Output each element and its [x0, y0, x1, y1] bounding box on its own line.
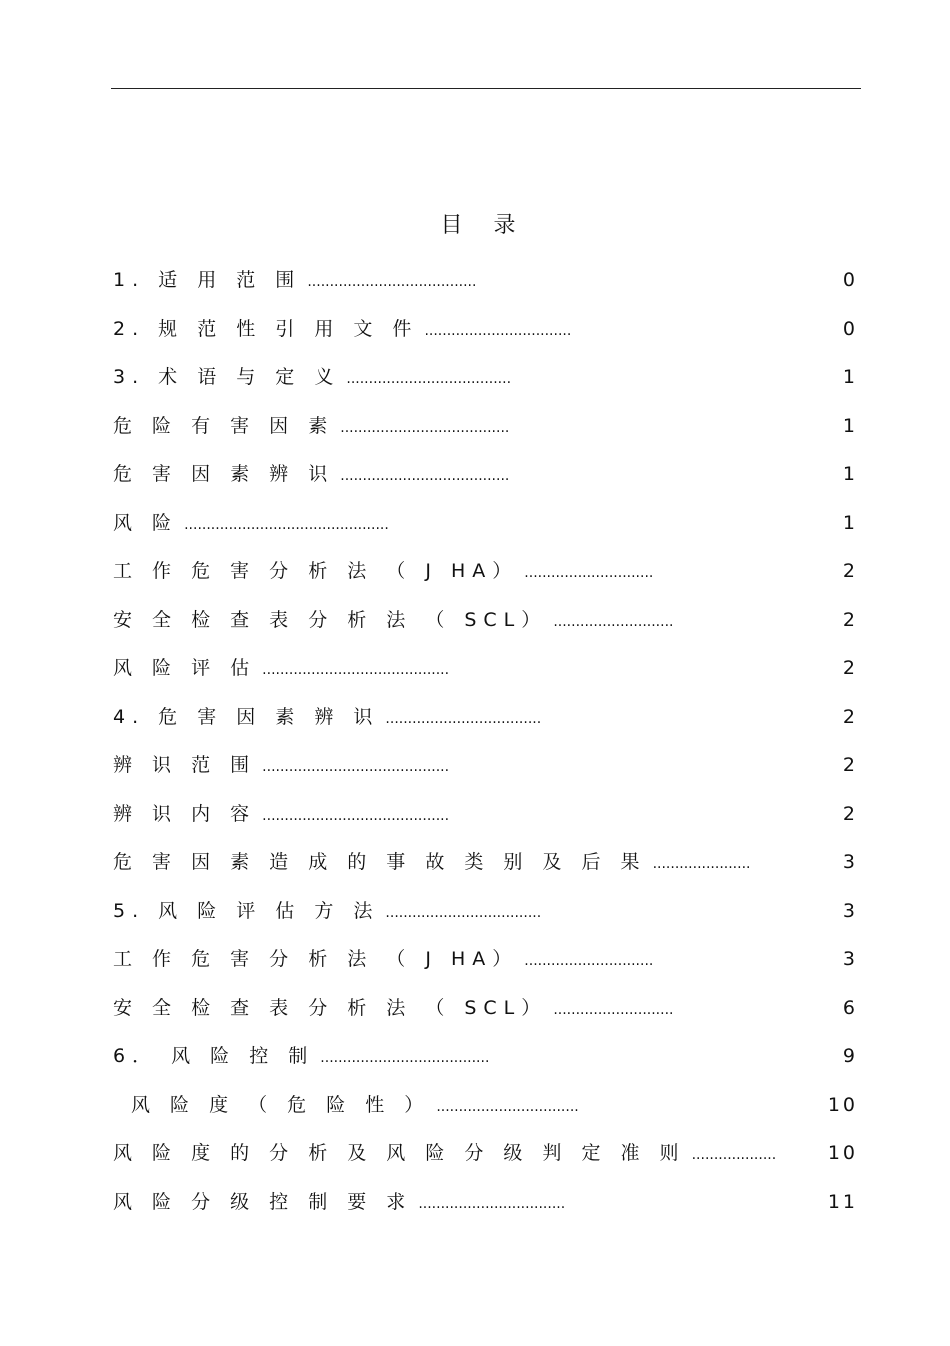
toc-entry[interactable]	[113, 796, 858, 845]
header-rule	[111, 88, 861, 89]
toc-entry-text: 辨 识 范 围	[113, 754, 257, 776]
toc-entry-page: 3	[842, 851, 858, 873]
toc-entry-text: 危 害 因 素 造 成 的 事 故 类 别 及 后 果	[113, 851, 647, 873]
toc-entry-heading	[113, 1142, 776, 1164]
toc-entry-leader: ......................................	[340, 468, 510, 484]
toc-entry[interactable]	[113, 941, 858, 990]
toc-entry-page: 1	[842, 366, 858, 388]
toc-entry-heading	[113, 948, 653, 970]
toc-list	[113, 262, 858, 1232]
toc-entry-leader: .................................	[418, 1195, 566, 1212]
toc-entry[interactable]	[113, 408, 858, 457]
toc-entry-page: 2	[842, 754, 858, 776]
toc-entry-leader: ......................	[652, 856, 751, 872]
toc-entry-page: 2	[842, 608, 858, 631]
toc-entry-leader: .............................	[524, 953, 654, 969]
toc-entry-page: 6	[842, 996, 858, 1019]
toc-entry-leader: ..............................................	[184, 516, 389, 533]
toc-entry-heading	[113, 463, 509, 485]
toc-entry-page: 0	[842, 317, 858, 340]
toc-entry-text: 风 险 评 估	[113, 657, 257, 679]
toc-entry[interactable]	[113, 1184, 858, 1233]
toc-entry-heading	[113, 560, 653, 582]
toc-entry-text: 危 害 因 素 辨 识	[113, 463, 335, 485]
toc-entry-text: 工 作 危 害 分 析 法 （ J HA）	[113, 948, 519, 970]
toc-entry-leader: .................................	[424, 322, 572, 339]
toc-entry-text: 6． 风 险 控 制	[113, 1045, 315, 1067]
toc-entry-page: 2	[842, 802, 858, 825]
toc-entry-text: 5. 风 险 评 估 方 法	[113, 899, 380, 922]
toc-entry[interactable]	[113, 311, 858, 360]
toc-entry-leader: ...................	[691, 1147, 777, 1163]
toc-entry-page: 1	[842, 463, 858, 485]
toc-entry-page: 1	[842, 414, 858, 437]
toc-entry-heading	[113, 851, 750, 873]
toc-entry-heading	[113, 1191, 565, 1213]
toc-entry-text: 2. 规 范 性 引 用 文 件	[113, 317, 419, 340]
toc-entry-leader: ......................................	[307, 274, 477, 290]
toc-entry-text: 工 作 危 害 分 析 法 （ J HA）	[113, 560, 519, 582]
toc-entry-heading	[113, 657, 449, 679]
toc-entry-leader: ..........................................	[262, 662, 450, 678]
toc-entry-page: 2	[842, 705, 858, 728]
toc-entry-page: 2	[842, 560, 858, 582]
toc-entry-heading	[113, 269, 476, 291]
toc-entry-page: 1	[842, 511, 858, 534]
toc-entry-page: 11	[827, 1190, 858, 1213]
toc-entry-heading	[113, 609, 673, 631]
toc-entry-leader: ...........................	[553, 613, 674, 630]
toc-entry-page: 2	[842, 657, 858, 679]
toc-entry-text: 4. 危 害 因 素 辨 识	[113, 705, 380, 728]
toc-entry[interactable]	[113, 553, 858, 602]
toc-entry[interactable]	[113, 1135, 858, 1184]
toc-entry-page: 3	[842, 948, 858, 970]
toc-entry[interactable]	[113, 456, 858, 505]
toc-entry[interactable]	[113, 262, 858, 311]
toc-entry-leader: ..........................................	[262, 807, 450, 824]
toc-entry[interactable]	[113, 1087, 858, 1136]
toc-entry-text: 安 全 检 查 表 分 析 法 （ SCL）	[113, 608, 548, 631]
toc-entry[interactable]	[113, 505, 858, 554]
toc-entry-heading	[113, 366, 511, 388]
toc-entry-leader: ...................................	[385, 904, 542, 921]
toc-entry-text: 风 险 度 （ 危 险 性 ）	[131, 1093, 431, 1116]
toc-entry-text: 辨 识 内 容	[113, 802, 257, 825]
toc-entry-heading	[113, 754, 449, 776]
toc-title: 目 录	[440, 213, 528, 238]
toc-entry-leader: ...................................	[385, 710, 542, 727]
toc-entry-page: 10	[827, 1142, 858, 1164]
toc-entry-heading	[113, 415, 509, 437]
toc-entry-leader: ................................	[436, 1098, 579, 1115]
toc-entry[interactable]	[113, 893, 858, 942]
toc-entry[interactable]	[113, 359, 858, 408]
toc-entry-text: 1. 适 用 范 围	[113, 269, 302, 291]
toc-entry-text: 安 全 检 查 表 分 析 法 （ SCL）	[113, 996, 548, 1019]
toc-entry[interactable]	[113, 650, 858, 699]
toc-entry-heading	[113, 997, 673, 1019]
toc-entry-text: 风 险 分 级 控 制 要 求	[113, 1190, 413, 1213]
toc-entry[interactable]	[113, 747, 858, 796]
toc-entry-heading	[113, 318, 571, 340]
toc-entry-text: 危 险 有 害 因 素	[113, 414, 335, 437]
toc-entry[interactable]	[113, 699, 858, 748]
toc-entry-leader: ......................................	[340, 419, 510, 436]
toc-entry-leader: ..........................................	[262, 759, 450, 775]
toc-entry-heading	[113, 900, 541, 922]
toc-entry-heading	[113, 1094, 579, 1116]
toc-entry-leader: ...........................	[553, 1001, 674, 1018]
toc-entry-page: 0	[842, 269, 858, 291]
toc-entry-page: 3	[842, 899, 858, 922]
toc-entry-page: 10	[827, 1093, 858, 1116]
toc-entry-heading	[113, 706, 541, 728]
toc-entry-text: 3. 术 语 与 定 义	[113, 366, 341, 388]
toc-entry-text: 风 险 度 的 分 析 及 风 险 分 级 判 定 准 则	[113, 1142, 686, 1164]
toc-entry[interactable]	[113, 990, 858, 1039]
toc-entry-page: 9	[842, 1045, 858, 1067]
toc-entry-leader: .............................	[524, 565, 654, 581]
toc-entry[interactable]	[113, 602, 858, 651]
toc-entry[interactable]	[113, 844, 858, 893]
toc-entry-text: 风 险	[113, 511, 179, 534]
toc-entry-leader: ......................................	[320, 1050, 490, 1066]
toc-entry-heading	[113, 512, 389, 534]
toc-entry-leader: .....................................	[346, 371, 512, 387]
toc-entry[interactable]	[113, 1038, 858, 1087]
toc-entry-heading	[113, 803, 449, 825]
toc-entry-heading	[113, 1045, 489, 1067]
